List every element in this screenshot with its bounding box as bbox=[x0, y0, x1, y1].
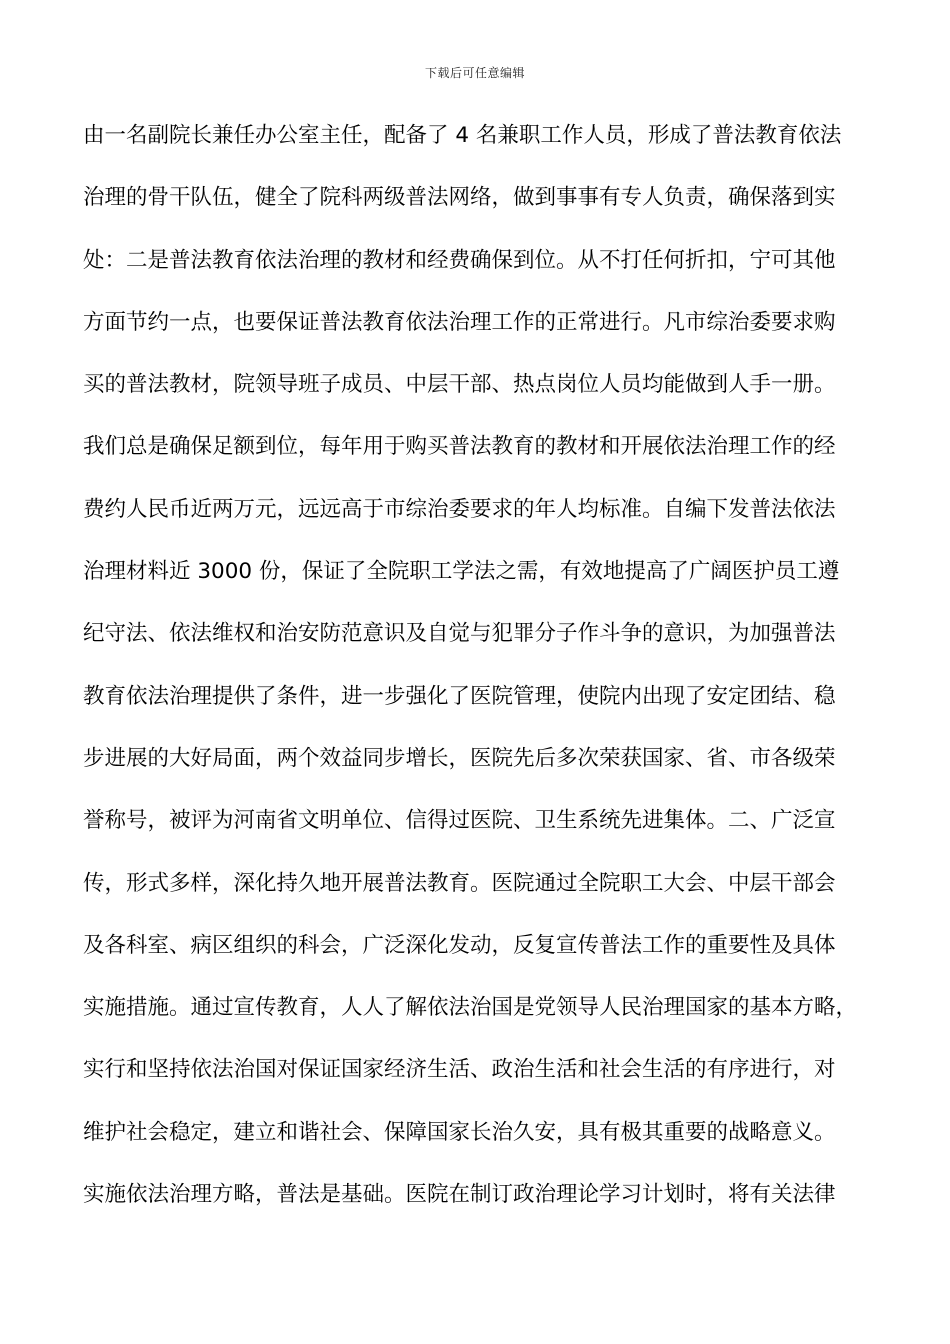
text-line: 由一名副院长兼任办公室主任，配备了 4 名兼职工作人员，形成了普法教育依法 bbox=[83, 123, 842, 148]
text-line: 誉称号，被评为河南省文明单位、信得过医院、卫生系统先进集体。二、广泛宣 bbox=[83, 808, 836, 834]
text-line: 方面节约一点，也要保证普法教育依法治理工作的正常进行。凡市综治委要求购 bbox=[83, 309, 836, 335]
text-line: 维护社会稳定，建立和谐社会、保障国家长治久安，具有极其重要的战略意义。 bbox=[83, 1119, 836, 1145]
text-line: 步进展的大好局面，两个效益同步增长，医院先后多次荣获国家、省、市各级荣 bbox=[83, 745, 836, 771]
text-line: 治理材料近 3000 份，保证了全院职工学法之需，有效地提高了广阔医护员工遵 bbox=[83, 559, 840, 585]
text-line: 实施依法治理方略，普法是基础。医院在制订政治理论学习计划时，将有关法律 bbox=[83, 1182, 836, 1208]
text-line: 教育依法治理提供了条件，进一步强化了医院管理，使院内出现了安定团结、稳 bbox=[83, 683, 836, 709]
text-line: 治理的骨干队伍，健全了院科两级普法网络，做到事事有专人负责，确保落到实 bbox=[83, 185, 836, 211]
text-line: 实施措施。通过宣传教育，人人了解依法治国是党领导人民治理国家的基本方略， bbox=[83, 995, 858, 1021]
text-line: 纪守法、依法维权和治安防范意识及自觉与犯罪分子作斗争的意识，为加强普法 bbox=[83, 621, 836, 647]
text-line: 处：二是普法教育依法治理的教材和经费确保到位。从不打任何折扣，宁可其他 bbox=[83, 247, 836, 273]
body-text bbox=[83, 116, 883, 1237]
text-line: 及各科室、病区组织的科会，广泛深化发动，反复宣传普法工作的重要性及具体 bbox=[83, 932, 836, 958]
text-line: 传，形式多样，深化持久地开展普法教育。医院通过全院职工大会、中层干部会 bbox=[83, 870, 836, 896]
text-line: 我们总是确保足额到位，每年用于购买普法教育的教材和开展依法治理工作的经 bbox=[83, 434, 836, 460]
text-line: 费约人民币近两万元，远远高于市综治委要求的年人均标准。自编下发普法依法 bbox=[83, 496, 836, 522]
page-header: 下载后可任意编辑 bbox=[424, 66, 525, 80]
text-line: 买的普法教材，院领导班子成员、中层干部、热点岗位人员均能做到人手一册。 bbox=[83, 372, 836, 398]
text-line: 实行和坚持依法治国对保证国家经济生活、政治生活和社会生活的有序进行，对 bbox=[83, 1057, 836, 1083]
